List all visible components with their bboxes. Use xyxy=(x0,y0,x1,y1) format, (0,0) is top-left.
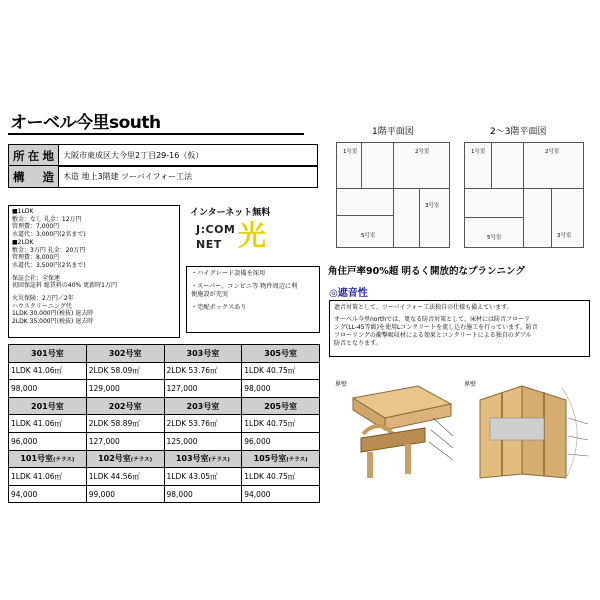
room-rent: 94,000 xyxy=(242,485,320,503)
room-number: 201号室 xyxy=(9,397,87,415)
catchphrase: 角住戸率90%超 明るく開放的なプランニング xyxy=(328,266,525,277)
info-row-structure xyxy=(8,165,318,188)
structure-value: 木造 地上3階建 ツーバイフォー工法 xyxy=(63,172,193,181)
room-spec: 1LDK 41.06㎡ xyxy=(9,468,87,486)
room-number: 305号室 xyxy=(242,345,320,363)
room-rent: 129,000 xyxy=(86,380,164,398)
rent-line: 水道代：3,000円(2名まで) xyxy=(12,231,86,239)
plan-room-label: 2号室 xyxy=(415,149,430,155)
room-rent: 98,000 xyxy=(164,485,242,503)
info-row-address xyxy=(8,144,318,167)
room-spec: 1LDK 41.06㎡ xyxy=(9,362,87,380)
jcom-logo-top: J:COM xyxy=(196,223,236,236)
spec-row xyxy=(9,362,320,380)
room-number: 205号室 xyxy=(242,397,320,415)
room-header-row xyxy=(9,345,320,363)
spec-row xyxy=(9,468,320,486)
rent-line: 初回保証料 総賃料の40% 更新時1万円 xyxy=(12,282,117,290)
room-spec: 1LDK 40.75㎡ xyxy=(242,362,320,380)
room-spec: 1LDK 40.75㎡ xyxy=(242,468,320,486)
rent-line: ■1LDK xyxy=(12,208,34,215)
floor-plan-2-3f-title: 2～3階平面図 xyxy=(490,127,547,137)
room-rent: 96,000 xyxy=(242,432,320,450)
feature-line: 便施設が充実 xyxy=(191,291,229,298)
room-rent: 98,000 xyxy=(9,380,87,398)
room-number: 103号室(テラス) xyxy=(164,450,242,468)
plan-room-label: 5号室 xyxy=(487,235,502,241)
rent-line: 2LDK 35,000円(税抜) 退去時 xyxy=(12,318,94,326)
rent-line: 管理費：8,000円 xyxy=(12,254,60,262)
rent-conditions-box xyxy=(8,205,180,338)
address-value: 大阪市東成区大今里2丁目29-16（仮） xyxy=(63,151,204,160)
room-number: 202号室 xyxy=(86,397,164,415)
room-spec: 2LDK 58.09㎡ xyxy=(86,362,164,380)
room-rent: 98,000 xyxy=(242,380,320,398)
room-spec: 1LDK 44.56㎡ xyxy=(86,468,164,486)
soundproof-line: フローリングの衝撃吸収材による効果とコンクリートによる独自のダブル xyxy=(334,332,532,339)
soundproof-line: 防音となります。 xyxy=(334,340,382,347)
rent-row xyxy=(9,432,320,450)
title-underline xyxy=(8,133,304,135)
room-header-row xyxy=(9,397,320,415)
soundproof-line: ング(LL-45等級)を使用Lコンクリートを流し込む施工を行っています。防音 xyxy=(334,324,538,331)
room-rent: 127,000 xyxy=(164,380,242,398)
room-rent: 99,000 xyxy=(86,485,164,503)
rent-row xyxy=(9,380,320,398)
plan-room-label: 1号室 xyxy=(343,149,358,155)
rent-line: 敷金：なし 礼金：12万円 xyxy=(12,215,82,223)
room-number: 203号室 xyxy=(164,397,242,415)
plan-room-label: 2号室 xyxy=(545,149,560,155)
rent-line: 管理費：7,000円 xyxy=(12,223,60,231)
room-spec: 2LDK 53.76㎡ xyxy=(164,362,242,380)
structure-label: 構 造 xyxy=(9,166,59,187)
diagram-label: 界壁 xyxy=(464,381,477,388)
feature-line: ・ハイグレード設備を採用 xyxy=(191,270,266,277)
hikari-mark: 光 xyxy=(238,219,267,252)
rent-line: 火災保険：2万円／2年 xyxy=(12,295,74,303)
room-rent: 125,000 xyxy=(164,432,242,450)
room-number: 102号室(テラス) xyxy=(86,450,164,468)
rent-line: 1LDK 30,000円(税抜) 退去時 xyxy=(12,310,94,318)
floor-plan-1f-title: 1階平面図 xyxy=(372,127,414,137)
room-header-row xyxy=(9,450,320,468)
rent-line: 保証会社：全保連 xyxy=(12,274,61,282)
wall-structure-diagram xyxy=(462,378,590,482)
room-number: 302号室 xyxy=(86,345,164,363)
floor-plan-2-3f xyxy=(464,142,584,248)
features-box xyxy=(186,266,320,333)
floor-structure-diagram xyxy=(333,378,458,482)
room-number: 105号室(テラス) xyxy=(242,450,320,468)
room-number: 301号室 xyxy=(9,345,87,363)
room-number: 303号室 xyxy=(164,345,242,363)
rent-line: 水道代：3,500円(2名まで) xyxy=(12,261,86,269)
room-rent: 94,000 xyxy=(9,485,87,503)
soundproof-heading: ◎遮音性 xyxy=(329,288,368,299)
address-label: 所 在 地 xyxy=(9,145,59,166)
room-rent: 96,000 xyxy=(9,432,87,450)
room-number: 101号室(テラス) xyxy=(9,450,87,468)
soundproof-line: オーベル今里northでは、更なる防音対策として，床材には防音フローリ xyxy=(334,316,530,323)
room-spec: 1LDK 40.75㎡ xyxy=(242,415,320,433)
diagram-label: 界壁 xyxy=(335,381,348,388)
rent-row xyxy=(9,485,320,503)
rent-line: ハウスクリーニング代 xyxy=(12,302,72,310)
soundproof-description-box xyxy=(329,300,590,357)
room-spec: 2LDK 53.76㎡ xyxy=(164,415,242,433)
room-rent: 127,000 xyxy=(86,432,164,450)
spec-row xyxy=(9,415,320,433)
plan-room-label: 5号室 xyxy=(361,233,376,239)
price-table xyxy=(8,344,320,503)
feature-line: ・宅配ボックスあり xyxy=(191,304,247,311)
rent-line: 敷金：3万円 礼金：20万円 xyxy=(12,246,86,254)
soundproof-line: 遮音対策として、ツーバイフォー工法独自の仕様も備えています。 xyxy=(334,304,513,311)
jcom-logo-bottom: NET xyxy=(196,238,222,251)
room-spec: 1LDK 41.06㎡ xyxy=(9,415,87,433)
room-spec: 1LDK 43.05㎡ xyxy=(164,468,242,486)
room-spec: 2LDK 58.89㎡ xyxy=(86,415,164,433)
internet-heading: インターネット無料 xyxy=(190,208,271,218)
plan-room-label: 3号室 xyxy=(425,203,440,209)
plan-room-label: 3号室 xyxy=(557,233,572,239)
floor-plan-1f xyxy=(336,142,450,248)
plan-room-label: 1号室 xyxy=(471,149,486,155)
property-title: オーベル今里south xyxy=(10,113,161,133)
rent-line: ■2LDK xyxy=(12,238,34,246)
feature-line: ・スーパー、コンビニ等 物件周辺に利 xyxy=(191,283,298,290)
